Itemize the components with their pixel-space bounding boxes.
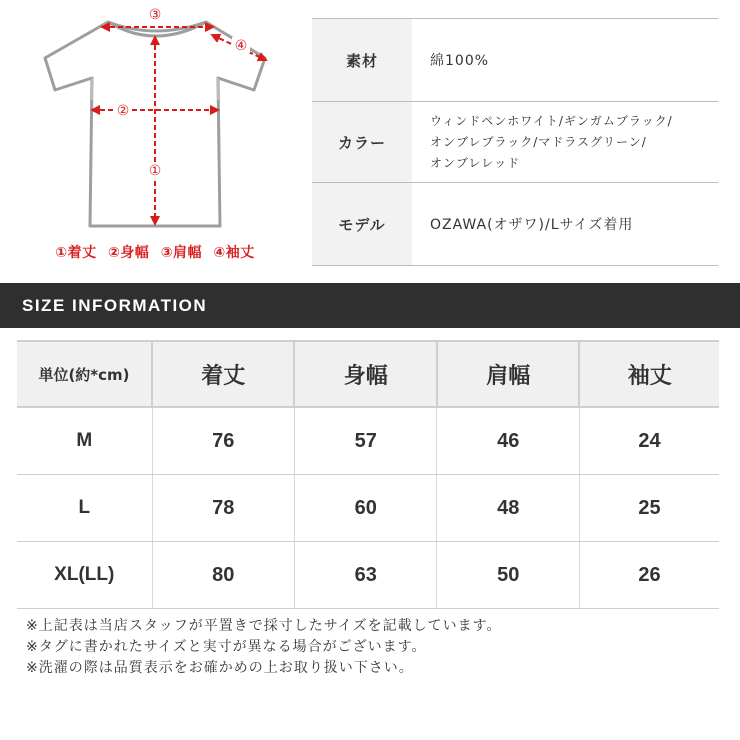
- section-header: SIZE INFORMATION: [0, 283, 740, 328]
- color-line: ウィンドペンホワイト/ギンガムブラック/: [430, 113, 673, 128]
- legend-sleeve: ④袖丈: [213, 245, 255, 261]
- table-cell: 76: [152, 407, 294, 475]
- table-cell: 26: [579, 542, 719, 609]
- marker-shoulder: ③: [148, 7, 162, 23]
- table-cell: 46: [437, 407, 579, 475]
- spec-row-model: [312, 183, 718, 266]
- header-sleeve: 袖丈: [579, 341, 719, 407]
- note-line: ※洗濯の際は品質表示をお確かめの上お取り扱い下さい。: [26, 660, 414, 676]
- table-row: [17, 475, 719, 542]
- marker-length: ①: [148, 163, 162, 179]
- header-width: 身幅: [294, 341, 436, 407]
- spec-value: [412, 102, 718, 183]
- header-unit: 単位(約*cm): [17, 341, 152, 407]
- marker-width: ②: [116, 103, 130, 119]
- table-row: [17, 407, 719, 475]
- spec-key: モデル: [312, 183, 412, 266]
- table-cell: 25: [579, 475, 719, 542]
- size-table: [17, 340, 719, 609]
- notes: [26, 616, 502, 679]
- size-label: XL(LL): [17, 542, 152, 609]
- color-line: オンブレブラック/マドラスグリーン/: [430, 134, 647, 149]
- table-cell: 57: [294, 407, 436, 475]
- table-cell: 24: [579, 407, 719, 475]
- table-cell: 60: [294, 475, 436, 542]
- spec-value: 綿100%: [412, 19, 718, 102]
- color-line: オンブレレッド: [430, 155, 521, 170]
- legend-width: ②身幅: [107, 245, 150, 261]
- spec-value: OZAWA(オザワ)/Lサイズ着用: [412, 183, 718, 266]
- table-cell: 48: [437, 475, 579, 542]
- table-row: [17, 542, 719, 609]
- size-label: L: [17, 475, 152, 542]
- size-table-header: [17, 341, 719, 407]
- spec-row-material: [312, 19, 718, 102]
- product-spec-table: [312, 18, 718, 266]
- marker-sleeve: ④: [234, 38, 248, 54]
- size-label: M: [17, 407, 152, 475]
- table-cell: 80: [152, 542, 294, 609]
- note-line: ※上記表は当店スタッフが平置きで採寸したサイズを記載しています。: [26, 618, 502, 634]
- note-line: ※タグに書かれたサイズと実寸が異なる場合がございます。: [26, 639, 427, 655]
- spec-key: 素材: [312, 19, 412, 102]
- spec-key: カラー: [312, 102, 412, 183]
- measurement-legend: [0, 242, 310, 262]
- table-cell: 50: [437, 542, 579, 609]
- legend-shoulder: ③肩幅: [160, 245, 203, 261]
- header-length: 着丈: [152, 341, 294, 407]
- legend-length: ①着丈: [55, 245, 97, 261]
- header-shoulder: 肩幅: [437, 341, 579, 407]
- table-cell: 63: [294, 542, 436, 609]
- spec-row-color: [312, 102, 718, 183]
- table-cell: 78: [152, 475, 294, 542]
- tshirt-measurement-diagram: [0, 0, 300, 280]
